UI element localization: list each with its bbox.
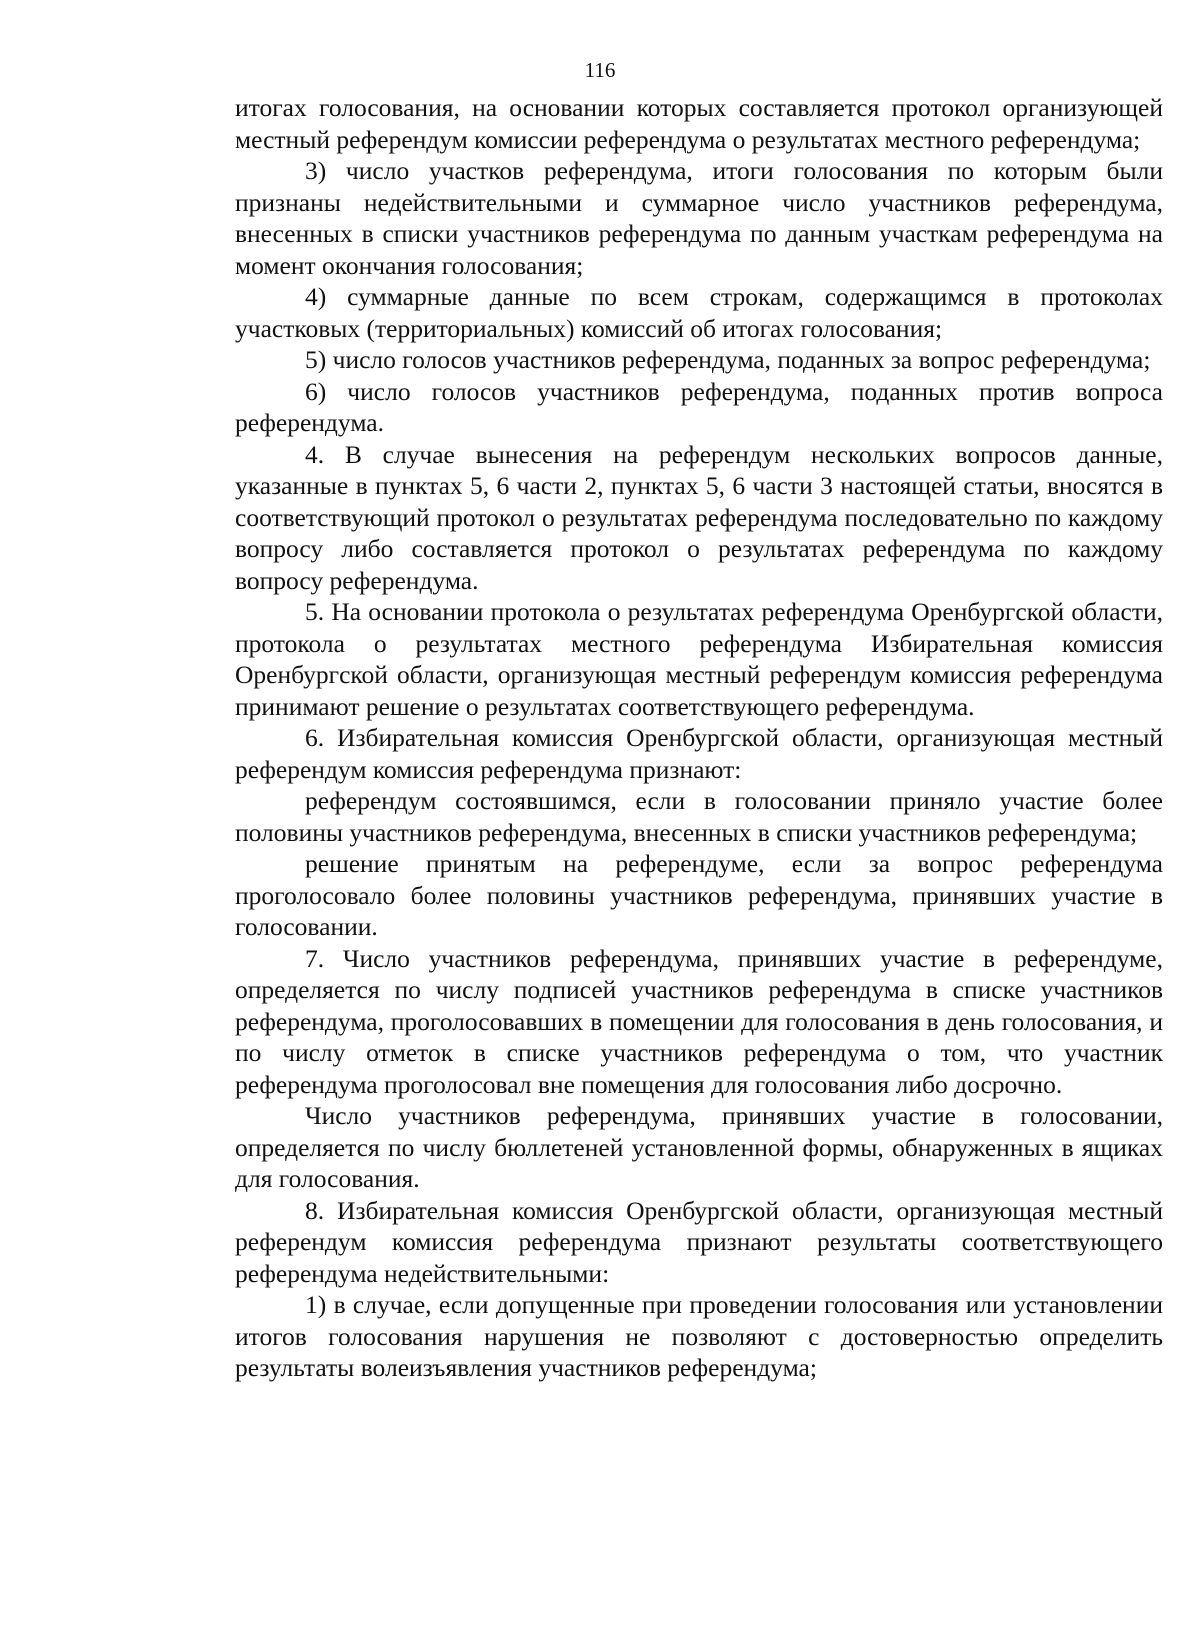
paragraph: 5) число голосов участников референдума, поданных за вопрос референдума; bbox=[305, 345, 1151, 374]
paragraph: референдум состоявшимся, если в голосовании приняло участие более половины участников референдума, внесенных в списки участников референдума; bbox=[235, 786, 1163, 847]
paragraph: 6) число голосов участников референдума, поданных против вопроса референдума. bbox=[235, 376, 1163, 437]
page-number: 116 bbox=[584, 58, 616, 82]
paragraph: 6. Избирательная комиссия Оренбургской области, организующая местный референдум комиссия референдума признают: bbox=[235, 723, 1163, 784]
paragraph: решение принятым на референдуме, если за вопрос референдума проголосовало более половины участников референдума, принявших участие в голосовании. bbox=[235, 849, 1163, 941]
paragraph: 3) число участков референдума, итоги голосования по которым были признаны недействительными и суммарное число участников референдума, внесенных в списки участников референдума по данным участкам референдума на момент окончания голосования; bbox=[235, 156, 1163, 280]
paragraph: 7. Число участников референдума, принявших участие в референдуме, определяется по числу подписей участников референдума в списке участников референдума, проголосовавших в помещении для голосования в день голосования, и по числу отметок в списке участников референдума о том, что участник референдума проголосовал вне помещения для голосования либо досрочно. bbox=[235, 943, 1163, 1099]
paragraph: 1) в случае, если допущенные при проведении голосования или установлении итогов голосования нарушения не позволяют с достоверностью определить результаты волеизъявления участников референдума; bbox=[235, 1290, 1163, 1382]
paragraph: 8. Избирательная комиссия Оренбургской области, организующая местный референдум комиссия референдума признают результаты соответствующего референдума недействительными: bbox=[235, 1195, 1163, 1288]
paragraph: 5. На основании протокола о результатах референдума Оренбургской области, протокола о результатах местного референдума Избирательная комиссия Оренбургской области, организующая местный референдум комиссия референдума принимают решение о результатах соответствующего референдума. bbox=[235, 597, 1163, 721]
document-body bbox=[235, 92, 1163, 1384]
paragraph: итогах голосования, на основании которых составляется протокол организующей местный референдум комиссии референдума о результатах местного референдума; bbox=[235, 93, 1163, 154]
paragraph: 4) суммарные данные по всем строкам, содержащимся в протоколах участковых (территориальных) комиссий об итогах голосования; bbox=[235, 282, 1163, 343]
paragraph: Число участников референдума, принявших участие в голосовании, определяется по числу бюллетеней установленной формы, обнаруженных в ящиках для голосования. bbox=[235, 1101, 1163, 1193]
paragraph: 4. В случае вынесения на референдум нескольких вопросов данные, указанные в пунктах 5, 6 части 2, пунктах 5, 6 части 3 настоящей статьи, вносятся в соответствующий протокол о результатах референдума последовательно по каждому вопросу либо составляется протокол о результатах референдума по каждому вопросу референдума. bbox=[235, 439, 1163, 595]
